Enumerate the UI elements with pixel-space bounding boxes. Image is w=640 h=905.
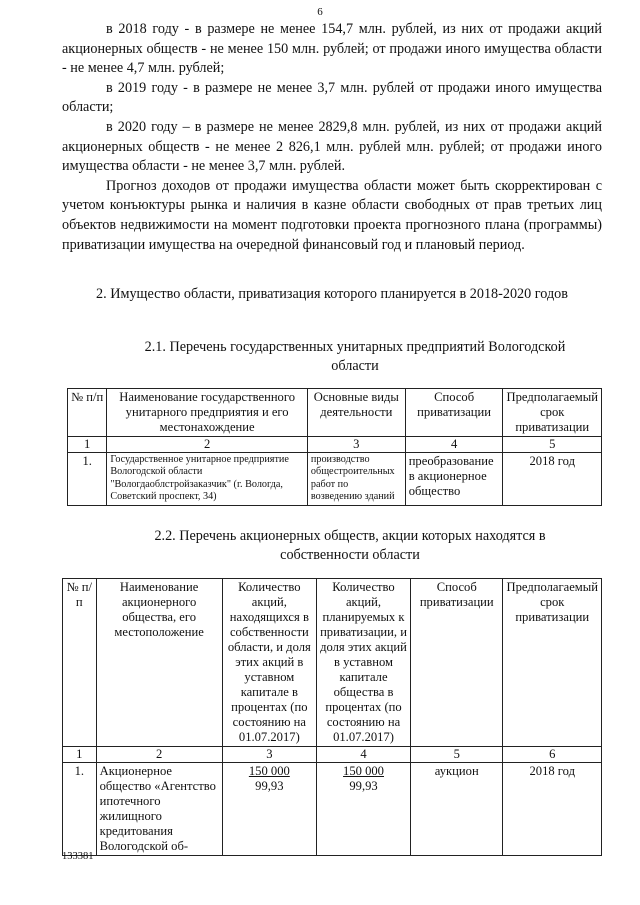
header-cell: № п/п [63,579,97,747]
header-cell: Способ приватизации [405,389,503,437]
table1-title: 2.1. Перечень государственных унитарных предприятий Вологодской области [144,339,566,374]
privatization-method: аукцион [411,763,503,856]
section-2-title: 2. Имущество области, приватизация которого планируется в 2018-2020 годов [96,286,568,302]
header-cell: Количество акций, находящихся в собственности области, и доля этих акций в уставном капитале в процентах (по состоянию на 01.07.2017) [222,579,316,747]
table-row [68,453,602,506]
table2-title: 2.2. Перечень акционерных обществ, акции которых находятся в собственности области [154,528,546,563]
privatization-term: 2018 год [503,763,602,856]
unitary-enterprises-table [67,388,602,506]
column-number: 5 [411,747,503,763]
privatization-method: преобразование в акционерное общество [405,453,503,506]
shares-owned-cell [222,763,316,856]
header-cell: Наименование акционерного общества, его местоположение [96,579,222,747]
column-number: 5 [503,437,602,453]
column-number: 3 [222,747,316,763]
document-code: 133381 [62,851,94,862]
header-cell: Предполагаемый срок приватизации [503,389,602,437]
table-row [63,763,602,856]
enterprise-name: Государственное унитарное предприятие Вологодской области "Вологдаоблстройзаказчик" (г. Вологда, Советский проспект, 34) [107,453,308,506]
shares-planned-cell [317,763,411,856]
share-owned-percent: 99,93 [255,779,284,793]
column-number: 4 [317,747,411,763]
joint-stock-companies-table [62,578,602,856]
column-number: 1 [68,437,107,453]
column-number: 2 [96,747,222,763]
column-number: 6 [503,747,602,763]
column-number: 4 [405,437,503,453]
header-cell: Наименование государственного унитарного предприятия и его местонахождение [107,389,308,437]
header-cell: Способ приватизации [411,579,503,747]
row-number: 1. [63,763,97,856]
share-planned-percent: 99,93 [349,779,378,793]
shares-planned: 150 000 [343,764,384,778]
row-number: 1. [68,453,107,506]
table-header-row [68,389,602,437]
column-number: 1 [63,747,97,763]
header-cell: № п/п [68,389,107,437]
table-header-row [63,579,602,747]
company-name: Акционерное общество «Агентство ипотечного жилищного кредитования Вологодской об- [96,763,222,856]
paragraph-2020: в 2020 году – в размере не менее 2829,8 млн. рублей, из них от продажи акций акционерных обществ - не менее 2 826,1 млн. рублей млн. рублей; от продажи иного имущества области - не менее 3,7 млн. рублей. [62,118,602,175]
header-cell: Предполагаемый срок приватизации [503,579,602,747]
column-number: 2 [107,437,308,453]
paragraph-2019: в 2019 году - в размере не менее 3,7 млн. рублей от продажи иного имущества области; [62,79,602,116]
shares-owned: 150 000 [248,764,290,778]
header-cell: Основные виды деятельности [307,389,405,437]
page-number: 6 [317,6,323,18]
paragraph-forecast: Прогноз доходов от продажи имущества области может быть скорректирован с учетом конъюктуры рынка и наличия в казне области свободных от прав третьих лиц объектов недвижимости на момент подготовки проекта прогнозного плана (программы) приватизации имущества на очередной финансовый год и плановый период. [62,177,602,253]
header-cell: Количество акций, планируемых к приватизации, и доля этих акций в уставном капитале общества в процентах (по состоянию на 01.07.2017) [317,579,411,747]
column-number-row [63,747,602,763]
column-number-row [68,437,602,453]
column-number: 3 [307,437,405,453]
body-text [62,20,602,255]
paragraph-2018: в 2018 году - в размере не менее 154,7 млн. рублей, из них от продажи акций акционерных обществ - не менее 150 млн. рублей; от продажи иного имущества области - не менее 4,7 млн. рублей; [62,21,602,77]
enterprise-activity: производство общестроительных работ по возведению зданий [307,453,405,506]
privatization-term: 2018 год [503,453,602,506]
